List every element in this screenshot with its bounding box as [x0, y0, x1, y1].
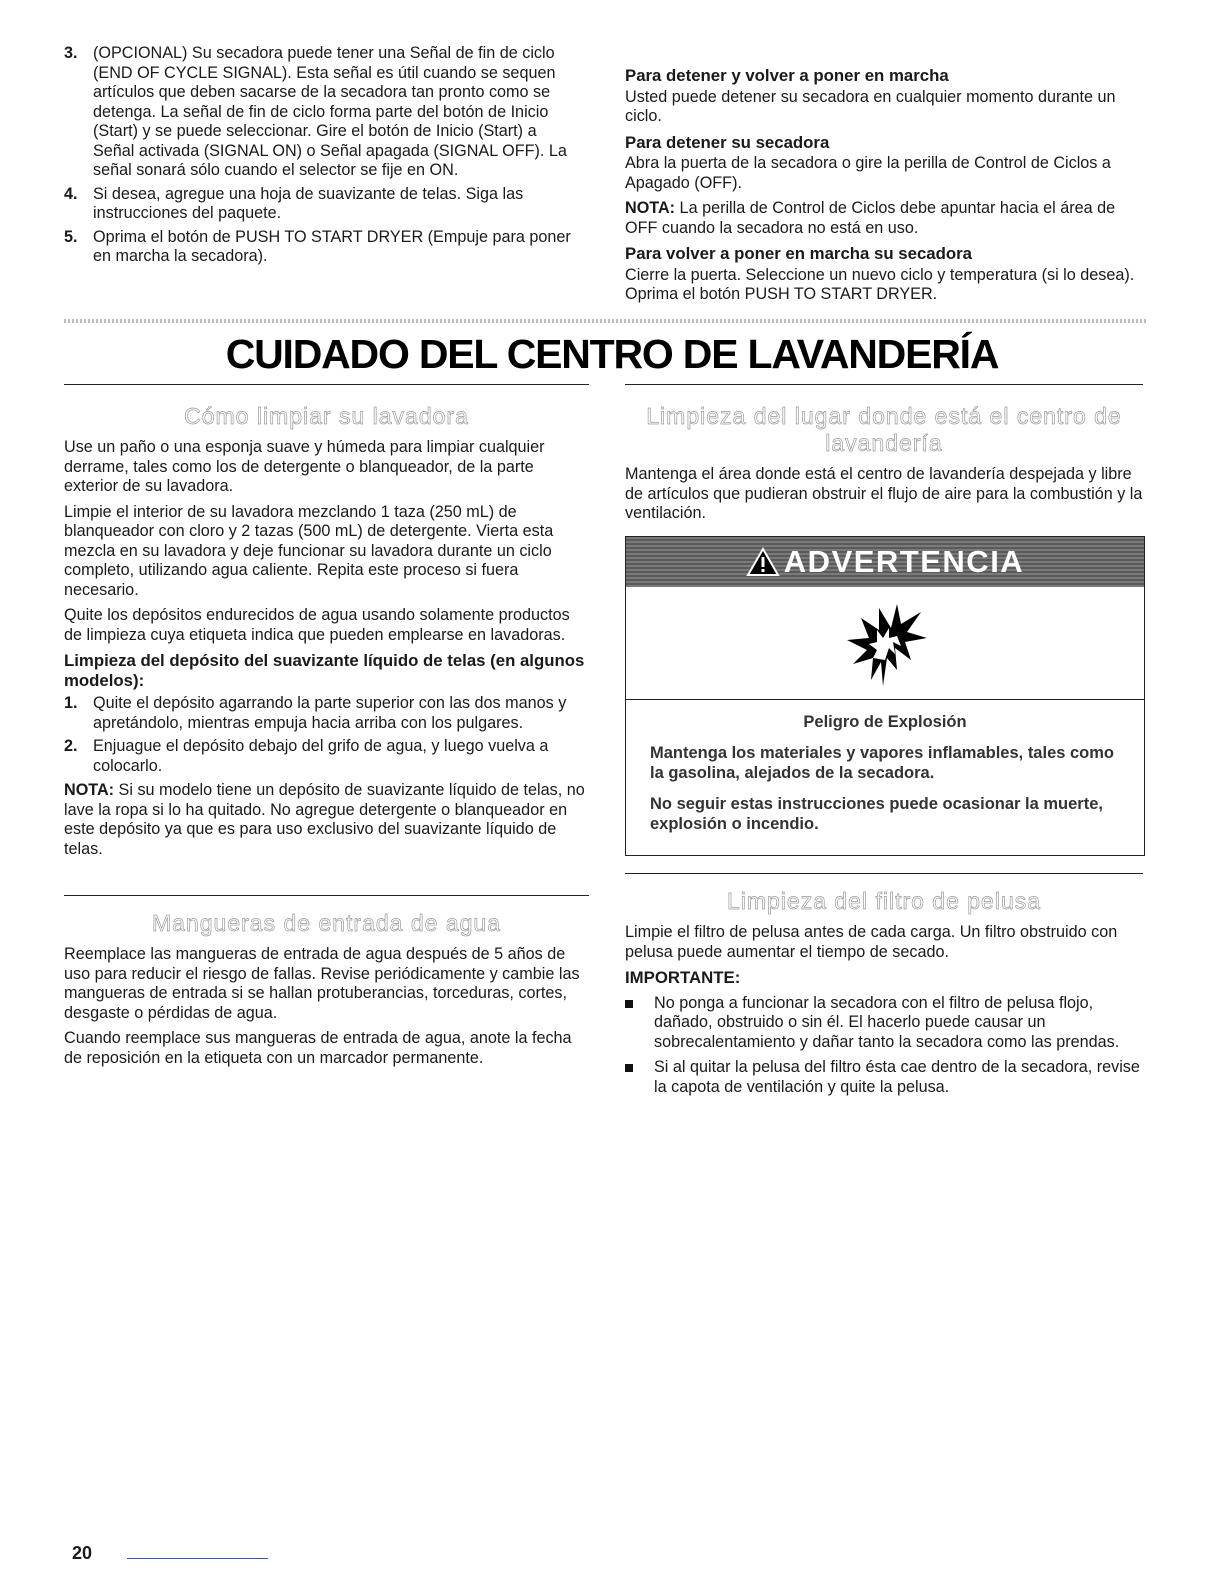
location-heading: Limpieza del lugar donde está el centro de lavandería: [646, 403, 1122, 456]
list-item: 4. Si desea, agregue una hoja de suavizante de telas. Siga las instrucciones del paquete.: [64, 184, 524, 222]
list-item: Si al quitar la pelusa del filtro ésta cae dentro de la secadora, revise la capota de ventilación y quite la pelusa.: [625, 1058, 1143, 1097]
dispenser-steps: [64, 694, 589, 776]
stop-restart-text: Usted puede detener su secadora en cualquier momento durante un ciclo.: [625, 87, 1116, 125]
stop-restart-heading: Para detener y volver a poner en marcha: [625, 66, 949, 85]
section-rule: [64, 384, 589, 385]
washer-heading: Cómo limpiar su lavadora: [184, 403, 469, 429]
location-section: [625, 403, 1143, 530]
page-number: 20: [72, 1543, 93, 1563]
washer-paragraph: Quite los depósitos endurecidos de agua usando solamente productos de limpieza cuya etiqueta indica que pueden emplearse en lavadoras.: [64, 606, 570, 644]
hoses-paragraph: Reemplace las mangueras de entrada de agua después de 5 años de uso para reducir el riesgo de fallas. Revise periódicamente y cambie las mangueras de entrada si se hallan protuberancias, torceduras, cortes, desgaste o pérdidas de agua.: [64, 945, 580, 1022]
section-rule: [64, 895, 589, 896]
location-paragraph: Mantenga el área donde está el centro de lavandería despejada y libre de artículos que pudieran obstruir el flujo de aire para la combustión y la ventilación.: [625, 465, 1143, 522]
dispenser-subheading: Limpieza del depósito del suavizante líquido de telas (en algunos modelos):: [64, 651, 585, 690]
list-item: No ponga a funcionar la secadora con el filtro de pelusa flojo, dañado, obstruido o sin él. El hacerlo puede causar un sobrecalentamiento y dañar tanto la secadora como las prendas.: [625, 994, 1143, 1053]
warning-line: Mantenga los materiales y vapores inflamables, tales como la gasolina, alejados de la secadora.: [650, 744, 1115, 782]
footer-rule: [127, 1558, 268, 1559]
warning-title: Peligro de Explosión: [803, 713, 967, 731]
hoses-heading: Mangueras de entrada de agua: [152, 910, 501, 936]
hoses-paragraph: Cuando reemplace sus mangueras de entrada de agua, anote la fecha de reposición en la etiqueta con un marcador permanente.: [64, 1029, 572, 1067]
top-left-column: [64, 44, 579, 272]
list-item: 5. Oprima el botón de PUSH TO START DRYER (Empuje para poner en marcha la secadora).: [64, 227, 571, 265]
lint-bullets: [625, 994, 1143, 1098]
section-rule: [625, 873, 1143, 874]
dryer-steps-list: [64, 44, 579, 267]
warning-text: [626, 700, 1144, 834]
bullet-icon: [625, 1000, 633, 1008]
lint-paragraph: Limpie el filtro de pelusa antes de cada carga. Un filtro obstruido con pelusa puede aumentar el tiempo de secado.: [625, 923, 1118, 961]
lint-heading: Limpieza del filtro de pelusa: [726, 888, 1042, 914]
explosion-icon: [835, 598, 935, 688]
section-divider: [64, 319, 1146, 323]
list-item: 1. Quite el depósito agarrando la parte superior con las dos manos y apretándolo, mientras empuja hacia arriba con los pulgares.: [64, 694, 567, 732]
warning-banner: [626, 537, 1144, 587]
lint-section: [625, 888, 1143, 1103]
washer-paragraph: Limpie el interior de su lavadora mezclando 1 taza (250 mL) de blanqueador con cloro y 2 tazas (500 mL) de detergente. Vierta esta mezcla en su lavadora y deje funcionar su lavadora durante un ciclo completo, utilizando agua caliente. Repita este proceso si fuera necesario.: [64, 502, 554, 599]
explosion-icon-area: [626, 587, 1144, 700]
warning-box: [625, 536, 1145, 856]
warning-triangle-icon: [746, 547, 780, 577]
bullet-icon: [625, 1064, 633, 1072]
stop-dryer-heading: Para detener su secadora: [625, 132, 830, 152]
section-rule: [625, 384, 1143, 385]
stop-note: NOTA: La perilla de Control de Ciclos debe apuntar hacia el área de OFF cuando la secadora no está en uso.: [625, 199, 1116, 237]
washer-section: [64, 403, 589, 865]
important-label: IMPORTANTE:: [625, 968, 741, 987]
page-title: CUIDADO DEL CENTRO DE LAVANDERÍA: [225, 331, 999, 377]
washer-note: NOTA: Si su modelo tiene un depósito de suavizante líquido de telas, no lave la ropa si lo ha quitado. No agregue detergente o blanqueador en este depósito ya que es para uso exclusivo del suavizante líquido de telas.: [64, 781, 585, 858]
stop-dryer-text: Abra la puerta de la secadora o gire la perilla de Control de Ciclos a Apagado (OFF).: [625, 154, 1111, 192]
warning-banner-text: ADVERTENCIA: [783, 544, 1025, 579]
warning-line: No seguir estas instrucciones puede ocasionar la muerte, explosión o incendio.: [650, 795, 1103, 833]
list-item: 3. (OPCIONAL) Su secadora puede tener una Señal de fin de ciclo (END OF CYCLE SIGNAL). Esta señal es útil cuando se sequen artículos que deben sacarse de la secadora tan pronto como se detenga. La señal de fin de ciclo forma parte del botón de Inicio (Start) y se puede seleccionar. Gire el botón de Inicio (Start) a Señal activada (SIGNAL ON) o Señal apagada (SIGNAL OFF). La señal sonará sólo cuando el selector se fije en ON.: [64, 44, 567, 179]
list-item: 2. Enjuague el depósito debajo del grifo de agua, y luego vuelva a colocarlo.: [64, 737, 549, 775]
restart-dryer-heading: Para volver a poner en marcha su secadora: [625, 244, 972, 263]
hoses-section: [64, 910, 589, 1074]
top-right-column: [625, 66, 1145, 311]
restart-dryer-text: Cierre la puerta. Seleccione un nuevo ciclo y temperatura (si lo desea). Oprima el botón PUSH TO START DRYER.: [625, 265, 1135, 303]
washer-paragraph: Use un paño o una esponja suave y húmeda para limpiar cualquier derrame, tales como los de detergente o blanqueador, de la parte exterior de su lavadora.: [64, 438, 545, 495]
